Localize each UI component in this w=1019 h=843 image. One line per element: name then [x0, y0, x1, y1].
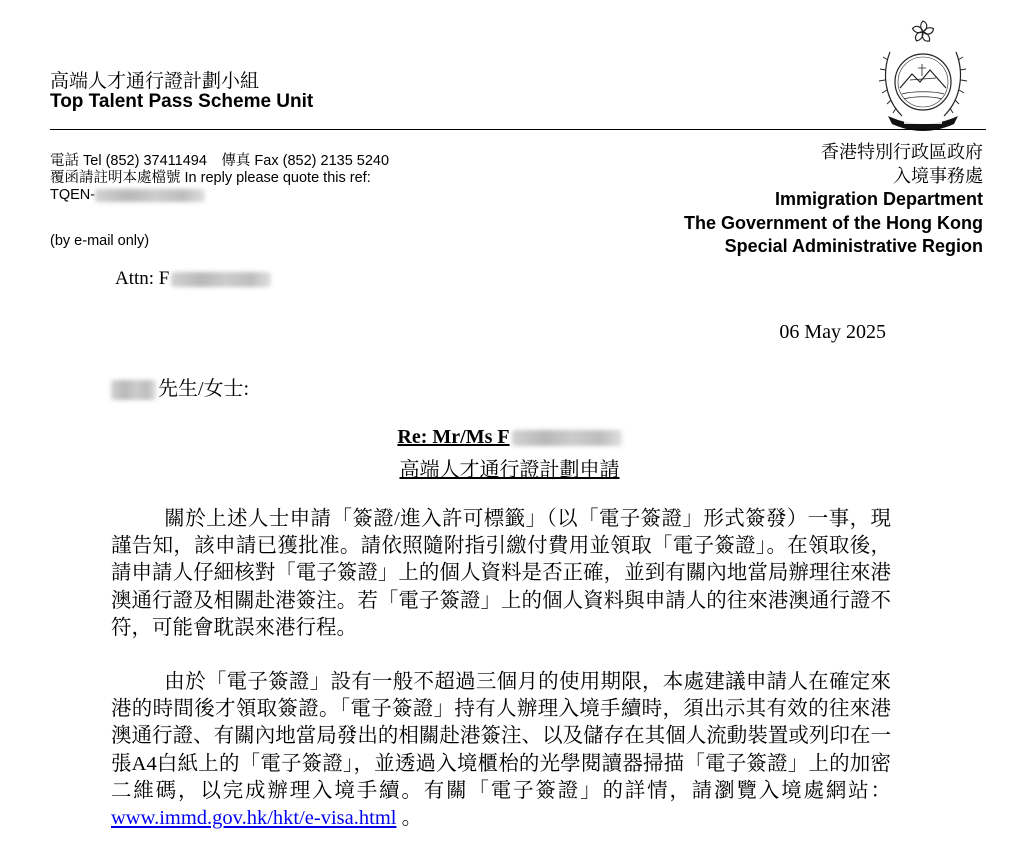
- attention-line: [115, 268, 271, 290]
- tel-fax-line: 電話 Tel (852) 37411494 傳真 Fax (852) 2135 5240: [50, 153, 390, 169]
- subject-en-text: Re: Mr/Ms F: [397, 426, 510, 448]
- department-name-en: Immigration Department: [774, 189, 983, 209]
- government-name-en-2: Special Administrative Region: [724, 236, 983, 256]
- unit-name-en: Top Talent Pass Scheme Unit: [50, 91, 314, 112]
- reference-number: [50, 187, 389, 204]
- paragraph2-end: 。: [396, 807, 423, 830]
- ref-prefix: TQEN-: [50, 187, 96, 203]
- paragraph2-text: 由於「電子簽證」設有一般不超過三個月的使用期限，本處建議申請人在確定來港的時間後才領取簽證。「電子簽證」持有人辦理入境手續時，須出示其有效的往來港澳通行證、有關內地當局發出的相關赴港簽注、以及儲存在其個人流動裝置或列印在一張A4白紙上的「電子簽證」，並透過入境櫃枱的光學閱讀器掃描「電子簽證」上的加密二維碼，以完成辦理入境手續。有關「電子簽證」的詳情，請瀏覽入境處網站：: [111, 671, 891, 802]
- region-name-zh: 香港特別行政區政府: [821, 142, 983, 162]
- redacted-subject-name: [512, 430, 622, 446]
- contact-block: [50, 153, 389, 204]
- salutation: [111, 372, 249, 401]
- website-link[interactable]: www.immd.gov.hk/hkt/e-visa.html: [111, 807, 397, 830]
- government-name-en-1: The Government of the Hong Kong: [684, 212, 983, 233]
- unit-name-zh: 高端人才通行證計劃小組: [50, 71, 260, 92]
- reply-ref-label: 覆函請註明本處檔號 In reply please quote this ref:: [50, 170, 371, 186]
- subject-zh: 高端人才通行證計劃申請: [399, 459, 620, 481]
- paragraph-approval: 關於上述人士申請「簽證/進入許可標籤」（以「電子簽證」形式簽發）一事，現謹告知，該申請已獲批准。請依照隨附指引繳付費用並領取「電子簽證」。在領取後，請申請人仔細核對「電子簽證」上的個人資料是否正確，並到有關內地當局辦理往來港澳通行證及相關赴港簽注。若「電子簽證」上的個人資料與申請人的往來港澳通行證不符，可能會耽誤來港行程。: [111, 508, 891, 639]
- redacted-ref: [95, 189, 205, 202]
- government-block: [684, 141, 983, 259]
- attn-label: Attn: F: [115, 268, 170, 289]
- paragraph-evisa-details: [111, 669, 891, 832]
- redacted-name: [171, 272, 271, 287]
- department-name-zh: 入境事務處: [893, 165, 983, 186]
- subject-en: [0, 426, 1019, 449]
- delivery-method: (by e-mail only): [50, 233, 150, 249]
- letter-date: 06 May 2025: [779, 321, 886, 343]
- header-divider: [50, 129, 986, 130]
- salutation-text: 先生/女士:: [158, 378, 250, 400]
- hk-immigration-crest-icon: [874, 12, 972, 132]
- redacted-surname: [111, 380, 156, 400]
